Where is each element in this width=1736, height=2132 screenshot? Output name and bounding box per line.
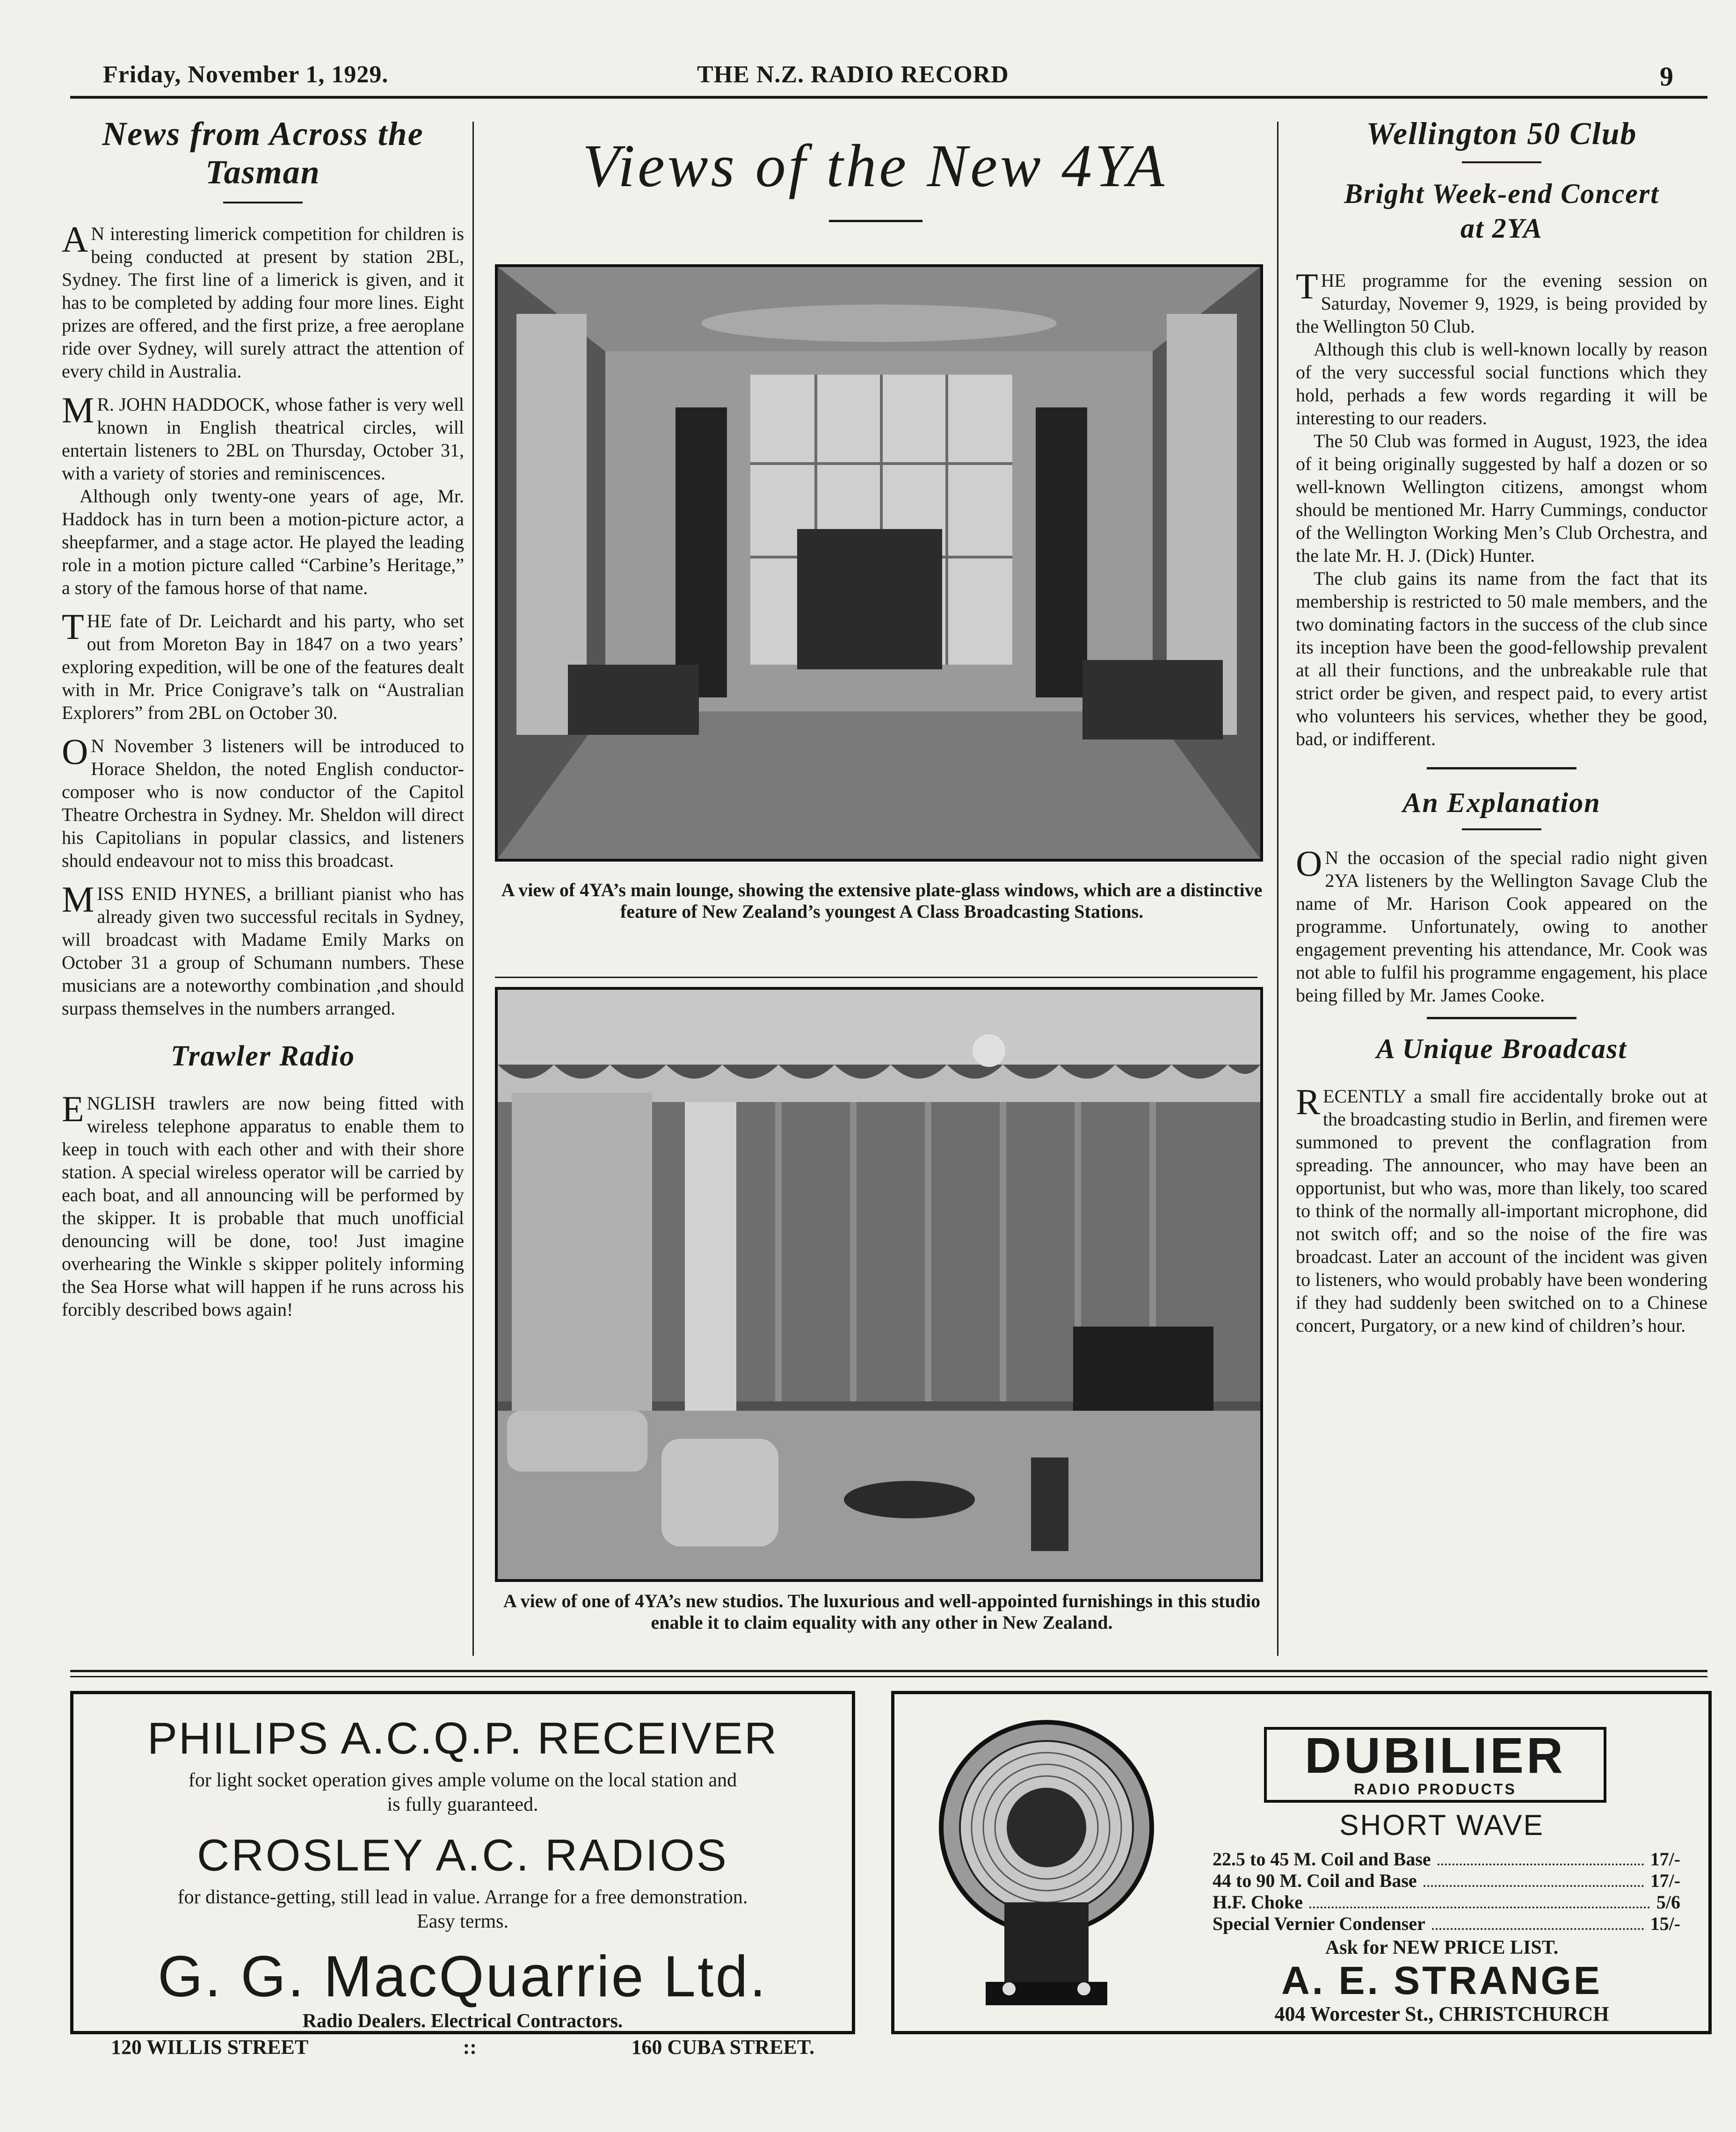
price-list-note: Ask for NEW PRICE LIST. bbox=[1325, 1937, 1559, 1958]
trawler-paragraph: ENGLISH trawlers are now being fitted with wireless telephone apparatus to enable them to keep in touch with each other and with their shore station. A special wireless operator will be carried by each boat, and all announcing will be performed by the skipper. It is probable that much unofficial denouncing will be done, too! Just imagine overhearing the Winkle s skipper politely informing the Sea Horse what will happen if he runs across his forcibly described bows again! bbox=[62, 1088, 464, 1320]
price-value: 17/- bbox=[1650, 1870, 1680, 1891]
dubilier-brand-sub: RADIO PRODUCTS bbox=[1354, 1781, 1517, 1798]
address-willis: 120 WILLIS STREET bbox=[111, 2036, 309, 2059]
price-row bbox=[1213, 1870, 1680, 1892]
right-section-rule-1 bbox=[1427, 767, 1576, 769]
price-item-name: H.F. Choke bbox=[1213, 1892, 1303, 1913]
center-mid-rule bbox=[495, 977, 1257, 978]
dubilier-brand: DUBILIER bbox=[1305, 1727, 1566, 1784]
right-column bbox=[1296, 115, 1707, 1347]
philips-headline: PHILIPS A.C.Q.P. RECEIVER bbox=[147, 1713, 778, 1763]
studio-caption: A view of one of 4YA’s new studios. The luxurious and well-appointed furnishings in this studio enable it to claim equality with any other in New Zealand. bbox=[503, 1590, 1261, 1633]
header-rule bbox=[70, 96, 1707, 99]
explanation-paragraph: O N the occasion of the special radio night given 2YA listeners by the Wellington Savage Club the name of Mr. Harison Cook appeared on the programme. Unfortunately, owing to another engagement preventing his attendance, Mr. Cook was not able to fulfil his programme engagement, his place being filled by Mr. James Cooke. bbox=[1296, 843, 1707, 1006]
header-publication: THE N.Z. RADIO RECORD bbox=[697, 61, 1009, 88]
price-item-name: 22.5 to 45 M. Coil and Base bbox=[1213, 1849, 1431, 1870]
price-item-name: 44 to 90 M. Coil and Base bbox=[1213, 1870, 1417, 1891]
club-paragraph: The 50 Club was formed in August, 1923, the idea of it being originally suggested by half a dozen or so well-known Wellington citizens, amongst whom should be mentioned Mr. Harry Cummings, conductor of the Wellington Working Men’s Club Orchestra, and the late Mr. H. J. (Dick) Hunter. bbox=[1296, 430, 1707, 566]
left-column bbox=[62, 115, 464, 1331]
column-divider-right bbox=[1277, 122, 1278, 1656]
unique-broadcast-paragraph: RECENTLY a small fire accidentally broke out at the broadcasting studio in Berlin, and firemen were summoned to prevent the conflagration from spreading. The announcer, who may have been an opportunist, but who was, more than likely, too scared to think of the normally all-important microphone, did not switch off; and so the noise of the fire was broadcast. Later an account of the incident was given to listeners, who would probably have been wondering if they had suddenly been switched on to a Chinese concert, Purgatory, or a new kind of children’s hour. bbox=[1296, 1081, 1708, 1336]
header-page-number: 9 bbox=[1660, 61, 1674, 92]
address-separator: :: bbox=[463, 2036, 477, 2059]
macquarrie-advertisement bbox=[70, 1691, 855, 2059]
leader-dots bbox=[1432, 1928, 1644, 1930]
club-paragraph: The club gains its name from the fact that its membership is restricted to 50 male members, and the two dominating factors in the success of the club since its inception have been the good-fellowship prevalent at all their functions, and the unbreakable rule that strict order be given, and respect paid, to every artist who volunteers his services, whether they be good, bad, or indifferent. bbox=[1296, 568, 1707, 749]
leader-dots bbox=[1309, 1907, 1650, 1908]
news-item: A N interesting limerick competition for children is being conducted at present by station 2BL, Sydney. The first line of a limerick is given, and it has to be completed by adding four more lines. Eight prizes are offered, and the first prize, a free aeroplane ride over Sydney, will surely attract the attention of every child in Australia. bbox=[62, 219, 464, 382]
price-row bbox=[1213, 1892, 1680, 1913]
dealer-address: 404 Worcester St., CHRISTCHURCH bbox=[1274, 2002, 1609, 2025]
news-item: MISS ENID HYNES, a brilliant pianist who has already given two successful recitals in Sydney, will broadcast with Madame Emily Marks on October 31 a group of Schumann numbers. These musicians are a noteworthy combination ,and should surpass themselves in the numbers arranged. bbox=[62, 879, 464, 1019]
crosley-headline: CROSLEY A.C. RADIOS bbox=[197, 1830, 728, 1880]
club-article bbox=[1296, 266, 1707, 750]
news-item: O N November 3 listeners will be introduced to Horace Sheldon, the noted English conductor-composer who is now conductor of the Capitol Theatre Orchestra in Sydney. Mr. Sheldon will direct his Capitolians in popular classics, and listeners should endeavour not to miss this broadcast. bbox=[62, 731, 464, 871]
price-value: 15/- bbox=[1650, 1913, 1680, 1934]
dubilier-advertisement bbox=[891, 1691, 1712, 2034]
wellington-club-title: Wellington 50 Club bbox=[1366, 116, 1637, 151]
price-value: 5/6 bbox=[1656, 1892, 1680, 1913]
center-title: Views of the New 4YA bbox=[582, 132, 1167, 200]
studio-photo bbox=[495, 987, 1263, 1582]
left-column-title: News from Across the Tasman bbox=[102, 115, 424, 191]
price-row bbox=[1213, 1849, 1680, 1870]
bottom-rule-top bbox=[70, 1670, 1707, 1672]
title-rule bbox=[223, 202, 303, 203]
column-divider-left bbox=[472, 122, 474, 1656]
lounge-photo bbox=[495, 264, 1263, 862]
macquarrie-addresses bbox=[73, 2033, 852, 2060]
dubilier-logo bbox=[1264, 1727, 1606, 1803]
short-wave-coil-illustration bbox=[915, 1715, 1177, 2015]
price-value: 17/- bbox=[1650, 1849, 1680, 1870]
macquarrie-company: G. G. MacQuarrie Ltd. bbox=[158, 1944, 768, 2009]
right-section-rule-2 bbox=[1427, 1017, 1576, 1019]
explanation-rule bbox=[1462, 828, 1541, 830]
price-list bbox=[1213, 1849, 1680, 1935]
leader-dots bbox=[1438, 1864, 1644, 1865]
price-row bbox=[1213, 1913, 1680, 1935]
leader-dots bbox=[1424, 1885, 1644, 1887]
news-item: Although only twenty-one years of age, Mr. Haddock has in turn been a motion-picture actor, a sheepfarmer, and a stage actor. He played the leading role in a motion picture called “Carbine’s Heritage,” a story of the famous horse of that name. bbox=[62, 486, 464, 598]
macquarrie-trades: Radio Dealers. Electrical Contractors. bbox=[302, 2010, 623, 2032]
trawler-title: Trawler Radio bbox=[170, 1040, 355, 1072]
center-title-rule bbox=[829, 220, 922, 222]
explanation-title: An Explanation bbox=[1402, 787, 1601, 818]
philips-body: for light socket operation gives ample volume on the local station and is fully guaranteed. bbox=[188, 1769, 737, 1815]
club-paragraph: THE programme for the evening session on Saturday, Novemer 9, 1929, is being provided by the Wellington 50 Club. bbox=[1296, 266, 1707, 337]
dealer-name: A. E. STRANGE bbox=[1281, 1958, 1602, 2002]
unique-broadcast-title: A Unique Broadcast bbox=[1376, 1033, 1627, 1064]
news-item: M R. JOHN HADDOCK, whose father is very well known in English theatrical circles, will entertain listeners to 2BL on Thursday, October 31, with a variety of stories and reminiscences. bbox=[62, 390, 464, 484]
left-news-items bbox=[62, 219, 464, 1020]
price-item-name: Special Vernier Condenser bbox=[1213, 1913, 1425, 1934]
short-wave-heading: SHORT WAVE bbox=[1339, 1809, 1544, 1842]
wellington-club-subtitle: Bright Week-end Concert at 2YA bbox=[1344, 178, 1659, 244]
header-date: Friday, November 1, 1929. bbox=[103, 61, 389, 88]
bottom-rule-bottom bbox=[70, 1676, 1707, 1677]
lounge-caption: A view of 4YA’s main lounge, showing the extensive plate-glass windows, which are a distinctive feature of New Zealand’s youngest A Class Broadcasting Stations. bbox=[501, 879, 1263, 922]
address-cuba: 160 CUBA STREET. bbox=[631, 2036, 814, 2059]
news-item: THE fate of Dr. Leichardt and his party, who set out from Moreton Bay in 1847 on a two years’ exploring expedition, will be one of the features dealt with in Mr. Price Conigrave’s talk on “Australian Explorers” from 2BL on October 30. bbox=[62, 606, 464, 723]
right-title-rule bbox=[1462, 161, 1541, 163]
crosley-body: for distance-getting, still lead in value. Arrange for a free demonstration. Easy terms. bbox=[177, 1886, 748, 1932]
club-paragraph: Although this club is well-known locally by reason of the very successful social functions which they hold, perhads a few words regarding it will be interesting to our readers. bbox=[1296, 339, 1707, 428]
